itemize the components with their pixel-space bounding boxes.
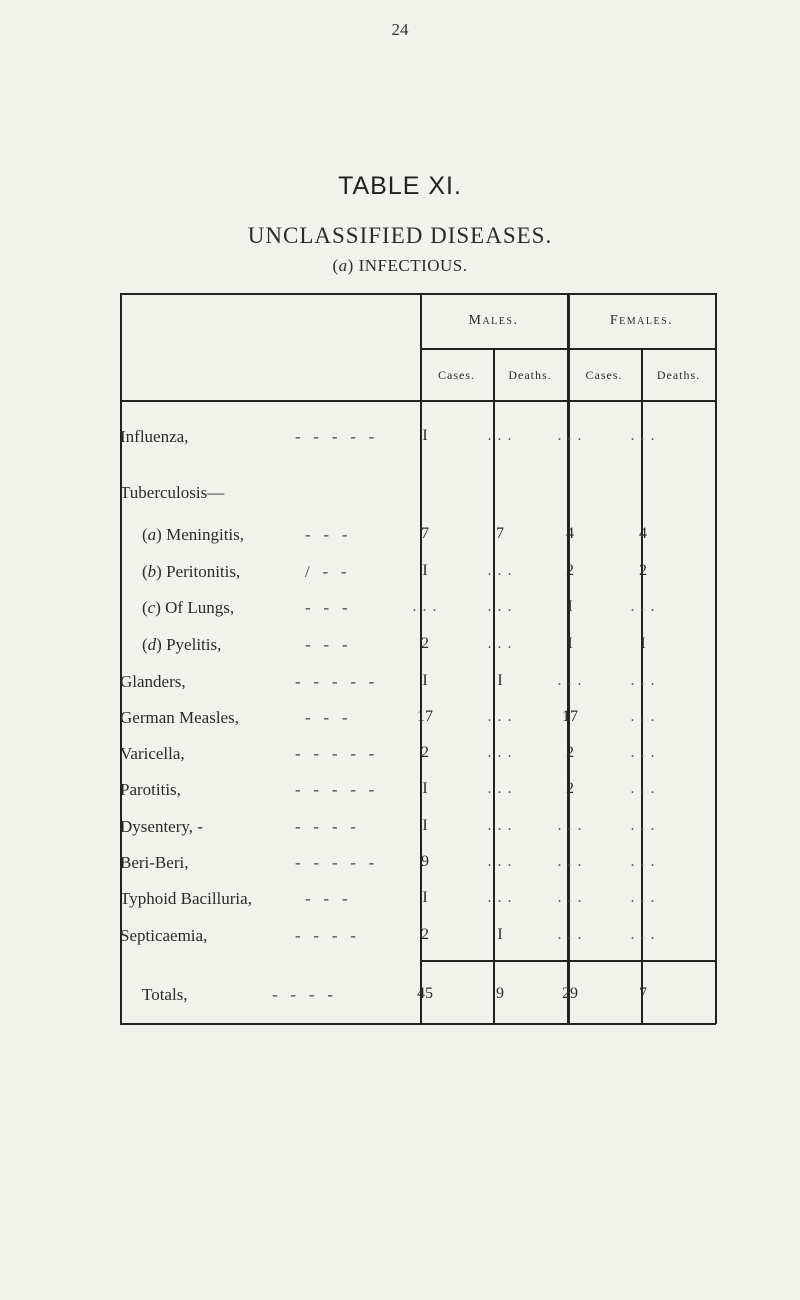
row-leader-dashes: - - - - - [295,427,375,446]
row-label-text: Meningitis, [166,525,245,544]
row-label-prefix: c [147,598,156,617]
cell-female-deaths: . . . [630,926,656,943]
row-leader-dashes: - - - [305,525,348,544]
cell-female-deaths: 2 [639,562,647,579]
section-letter: a [338,256,348,275]
cell-female-cases: 2 [566,744,574,761]
cell-female-deaths: . . . [630,427,656,444]
cell-male-cases: 7 [421,525,429,542]
cell-female-cases: I [567,635,573,652]
cell-male-cases: I [422,672,428,689]
cell-female-cases: . . . [557,427,583,444]
row-leader-dashes: - - - [305,635,348,654]
row-label [142,985,188,1005]
cell-female-cases: 29 [562,985,578,1002]
table-row [120,672,716,706]
row-label: (b) Peritonitis, [142,562,241,581]
header-female-cases: Cases. [585,368,623,382]
cell-male-deaths: 9 [496,985,504,1002]
row-label: (c) Of Lungs, [142,598,235,617]
cell-female-cases: 2 [566,562,574,579]
cell-female-deaths: . . . [630,817,656,834]
cell-male-deaths: I [497,672,503,689]
cell-female-deaths: . . . [630,744,656,761]
row-leader-dashes: - - - [305,889,348,908]
table-row [120,483,716,517]
row-label-text: Tuberculosis— [120,483,225,502]
row-leader-dashes: - - - [305,708,348,727]
row-label [120,708,239,728]
table-top-rule [120,293,716,295]
table-row [120,744,716,778]
table-row [120,926,716,960]
cell-male-cases: I [422,562,428,579]
row-label-text: Peritonitis, [166,562,241,581]
cell-male-cases: 2 [421,744,429,761]
table-section-heading: (a) INFECTIOUS. [332,256,468,275]
cell-male-deaths: . . . [487,562,513,579]
row-label-text: Septicaemia, [120,926,208,945]
section-label: INFECTIOUS. [358,256,468,275]
cell-female-cases: . . . [557,889,583,906]
cell-female-deaths: . . . [630,598,656,615]
row-label [120,427,188,447]
table-title: TABLE XI. [338,172,462,200]
row-leader-dashes: - - - - - [295,744,375,763]
row-label-text: Pyelitis, [166,635,222,654]
row-label [120,483,224,503]
cell-male-deaths: I [497,926,503,943]
row-label-text: Totals, [142,985,188,1004]
cell-female-cases: . . . [557,817,583,834]
row-label-prefix: d [147,635,157,654]
row-label [120,889,252,909]
cell-female-deaths: 7 [639,985,647,1002]
row-leader-dashes: - - - - [295,926,356,945]
table-bottom-rule [120,1023,716,1025]
header-male-deaths: Deaths. [508,368,552,382]
page-number: 24 [391,20,409,39]
header-females: Females. [609,313,674,328]
cell-female-cases: . . . [557,853,583,870]
table-row [120,635,716,669]
header-female-deaths: Deaths. [656,368,701,382]
row-leader-dashes: - - - - - [295,853,375,872]
cell-female-cases: 4 [566,525,574,542]
table-row [120,708,716,742]
table-row [120,853,716,887]
table-row [120,598,716,632]
row-label-text: Beri-Beri, [120,853,189,872]
cell-male-deaths: . . . [487,427,513,444]
row-label-prefix: b [147,562,157,581]
cell-male-deaths: . . . [487,598,513,615]
table-row [120,780,716,814]
cell-male-cases: . . . [412,598,438,615]
row-label: (d) Pyelitis, [142,635,222,654]
row-label [120,744,185,764]
cell-male-cases: 45 [417,985,433,1002]
row-label-text: Parotitis, [120,780,181,799]
cell-female-cases: . . . [557,672,583,689]
cell-female-cases: 2 [566,780,574,797]
cell-male-cases: I [422,427,428,444]
row-leader-dashes: - - - - - [295,672,375,691]
cell-female-cases: 17 [562,708,578,725]
row-label [120,853,188,873]
row-leader-dashes: / - - [305,562,347,581]
header-bottom-rule [120,400,716,402]
cell-female-deaths: I [640,635,646,652]
row-label-text: Typhoid Bacilluria, [120,889,252,908]
cell-female-deaths: . . . [630,780,656,797]
cell-male-deaths: 7 [496,525,504,542]
cell-female-deaths: . . . [630,672,656,689]
table-row [120,525,716,559]
row-leader-dashes: - - - - [272,985,333,1004]
row-label-text: Varicella, [120,744,185,763]
row-label-text: Of Lungs, [165,598,235,617]
header-male-cases: Cases. [438,368,475,382]
cell-male-deaths: . . . [487,744,513,761]
cell-male-cases: I [422,817,428,834]
cell-female-deaths: . . . [630,889,656,906]
cell-male-deaths: . . . [487,780,513,797]
cell-female-cases: . . . [557,926,583,943]
cell-female-deaths: . . . [630,853,656,870]
cell-male-cases: 17 [417,708,433,725]
table-row [120,562,716,596]
row-leader-dashes: - - - [305,598,348,617]
row-label [120,926,207,946]
row-leader-dashes: - - - - - [295,780,375,799]
cell-male-deaths: . . . [487,889,513,906]
cell-male-cases: I [422,780,428,797]
row-label [120,817,203,837]
cell-female-cases: I [567,598,573,615]
table-row [120,817,716,851]
row-label-text: Glanders, [120,672,186,691]
cell-male-deaths: . . . [487,635,513,652]
cell-male-deaths: . . . [487,817,513,834]
cell-male-deaths: . . . [487,708,513,725]
row-label-text: German Measles, [120,708,239,727]
row-label-text: Dysentery, - [120,817,203,836]
row-label-prefix: a [147,525,157,544]
cell-female-deaths: 4 [639,525,647,542]
cell-male-deaths: . . . [487,853,513,870]
cell-male-cases: I [422,889,428,906]
cell-male-cases: 2 [421,635,429,652]
totals-row [120,985,716,1019]
table-row [120,889,716,923]
row-label [120,780,181,800]
cell-male-cases: 2 [421,926,429,943]
header-males: Males. [468,313,519,328]
table-subtitle: UNCLASSIFIED DISEASES. [247,223,553,248]
row-label [120,672,186,692]
row-leader-dashes: - - - - [295,817,356,836]
cell-female-deaths: . . . [630,708,656,725]
row-label: (a) Meningitis, [142,525,245,544]
table-row [120,427,716,461]
row-label-text: Influenza, [120,427,189,446]
cell-male-cases: 9 [421,853,429,870]
